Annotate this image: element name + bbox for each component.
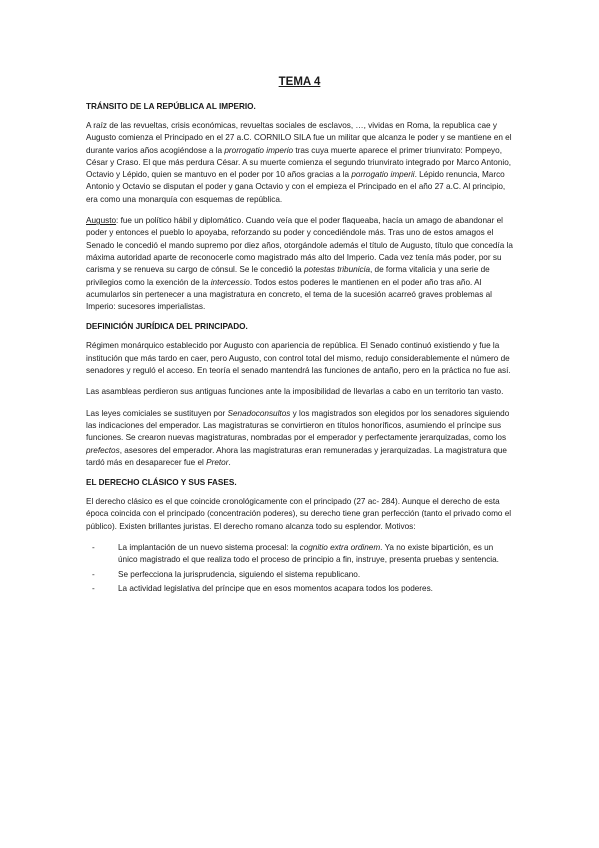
motivos-list bbox=[86, 542, 513, 595]
list-item bbox=[86, 569, 513, 581]
list-item bbox=[86, 583, 513, 595]
dash-bullet: - bbox=[92, 543, 95, 553]
italic-term: Senadoconsultos bbox=[227, 408, 291, 418]
paragraph-transito-intro bbox=[86, 120, 513, 206]
text: La actividad legislativa del príncipe que en esos momentos acapara todos los poderes. bbox=[118, 583, 433, 593]
paragraph-regimen: Régimen monárquico establecido por Augusto con apariencia de república. El Senado continuó existiendo y fue la institución que más tardo en caer, pero Augusto, con control total del mismo, redujo considerablemente el número de senadores y reguló el acceso. En teoría el senado mantendrá las funciones de antaño, pero en la práctica no fue así. bbox=[86, 341, 511, 376]
italic-term: intercessio bbox=[210, 277, 250, 287]
italic-term: Pretor bbox=[206, 457, 229, 467]
text: . bbox=[228, 457, 231, 467]
text: : fue un político hábil y diplomático. Cuando veía que el poder flaqueaba, hacía un amago de abandonar el poder y entonces el pueblo lo apoyaba, reforzando su poder y concediéndole más. Tras uno de estos amagos el Senado le concedió el mando supremo por diez años, otorgándole además el título de Augusto, título que concedía la máxima autoridad aparte de reconocerle como magistrado más alto del Imperio. Cada vez tenía más poder, por su carisma y se renueva su cargo de cónsul. Se le concedió la bbox=[86, 216, 513, 275]
page-title: TEMA 4 bbox=[278, 76, 321, 88]
section-heading-definicion: DEFINICIÓN JURÍDICA DEL PRINCIPADO. bbox=[86, 322, 248, 332]
dash-bullet: - bbox=[92, 569, 95, 579]
text: Las leyes comiciales se sustituyen por bbox=[86, 408, 228, 418]
paragraph-derecho-clasico: El derecho clásico es el que coincide cronológicamente con el principado (27 ac- 284). Aunque el derecho de esta época coincida con el principado (concentración poderes), su derecho tiene gran perfección (tanto el privado como el público). Existen brillantes juristas. El derecho romano alcanza todo su esplendor. Motivos: bbox=[86, 497, 512, 531]
text: Se perfecciona la jurisprudencia, siguiendo el sistema republicano. bbox=[118, 569, 361, 579]
dash-bullet: - bbox=[92, 583, 95, 593]
italic-term: prefectos bbox=[86, 445, 120, 455]
section-heading-derecho: EL DERECHO CLÁSICO Y SUS FASES. bbox=[86, 478, 237, 488]
text: y los magistrados son elegidos por los senadores siguiendo las indicaciones del emperador. Las magistraturas se convirtieron en títulos honoríficos, asumiendo el príncipe sus funciones. Se crearon nuevas magistraturas, nombradas por el emperador y perfectamente jerarquizadas, como los bbox=[86, 408, 510, 443]
paragraph-leyes bbox=[86, 408, 513, 469]
text: . Lépido renuncia, Marco Antonio y Octavio se disputan el poder y gana Octavio y con el empieza el Principado en el año 27 a.C. Al principio, era como una monarquía con esquemas de república. bbox=[86, 170, 506, 204]
italic-term: potestas tribunicia bbox=[304, 265, 370, 275]
text: . Todos estos poderes le mantienen en el poder año tras año. Al acumularlos sin pertenecer a una magistratura en concreto, el tema de la sucesión acarreó graves problemas al Imperio: sucesores imperialistas. bbox=[86, 277, 492, 312]
text: tras cuya muerte aparece el primer triunvirato: Pompeyo, César y Craso. El que más perdura César. A su muerte comienza el segundo triunvirato integrado por Marco Antonio, Octavio y Lépido, quien se mantuvo en el poder por 10 años gracias a la bbox=[86, 145, 512, 180]
italic-term: porrogatio imperii bbox=[351, 170, 415, 180]
paragraph-augusto bbox=[86, 215, 513, 313]
italic-term: cognitio extra ordinem bbox=[299, 543, 381, 553]
paragraph-asambleas: Las asambleas perdieron sus antiguas funciones ante la imposibilidad de llevarlas a cabo en un territorio tan vasto. bbox=[86, 387, 504, 397]
text: , de forma vitalicia y una serie de privilegios como la exención de la bbox=[86, 265, 490, 287]
text: A raíz de las revueltas, crisis económicas, revueltas sociales de esclavos, …, vividas en Roma, la republica cae y Augusto comienza el Principado en el 27 a.C. CORNILO SILA fue un militar que alcanza le poder y se mantiene en el durante varios años acogiéndose a la bbox=[86, 121, 512, 155]
text: La implantación de un nuevo sistema procesal: la bbox=[118, 543, 300, 553]
italic-term: prorrogatio imperio bbox=[224, 145, 294, 155]
text: . Ya no existe bipartición, es un único magistrado el que realiza todo el proceso de principio a fin, instruye, presenta pruebas y sentencia. bbox=[118, 543, 499, 565]
section-heading-transito: TRÁNSITO DE LA REPÚBLICA AL IMPERIO. bbox=[86, 102, 256, 111]
text: , asesores del emperador. Ahora las magistraturas eran remuneradas y jerarquizadas. La magistratura que tardó más en desaparecer fue el bbox=[86, 445, 507, 467]
underlined-term: Augusto bbox=[86, 216, 117, 226]
list-item bbox=[86, 542, 513, 567]
